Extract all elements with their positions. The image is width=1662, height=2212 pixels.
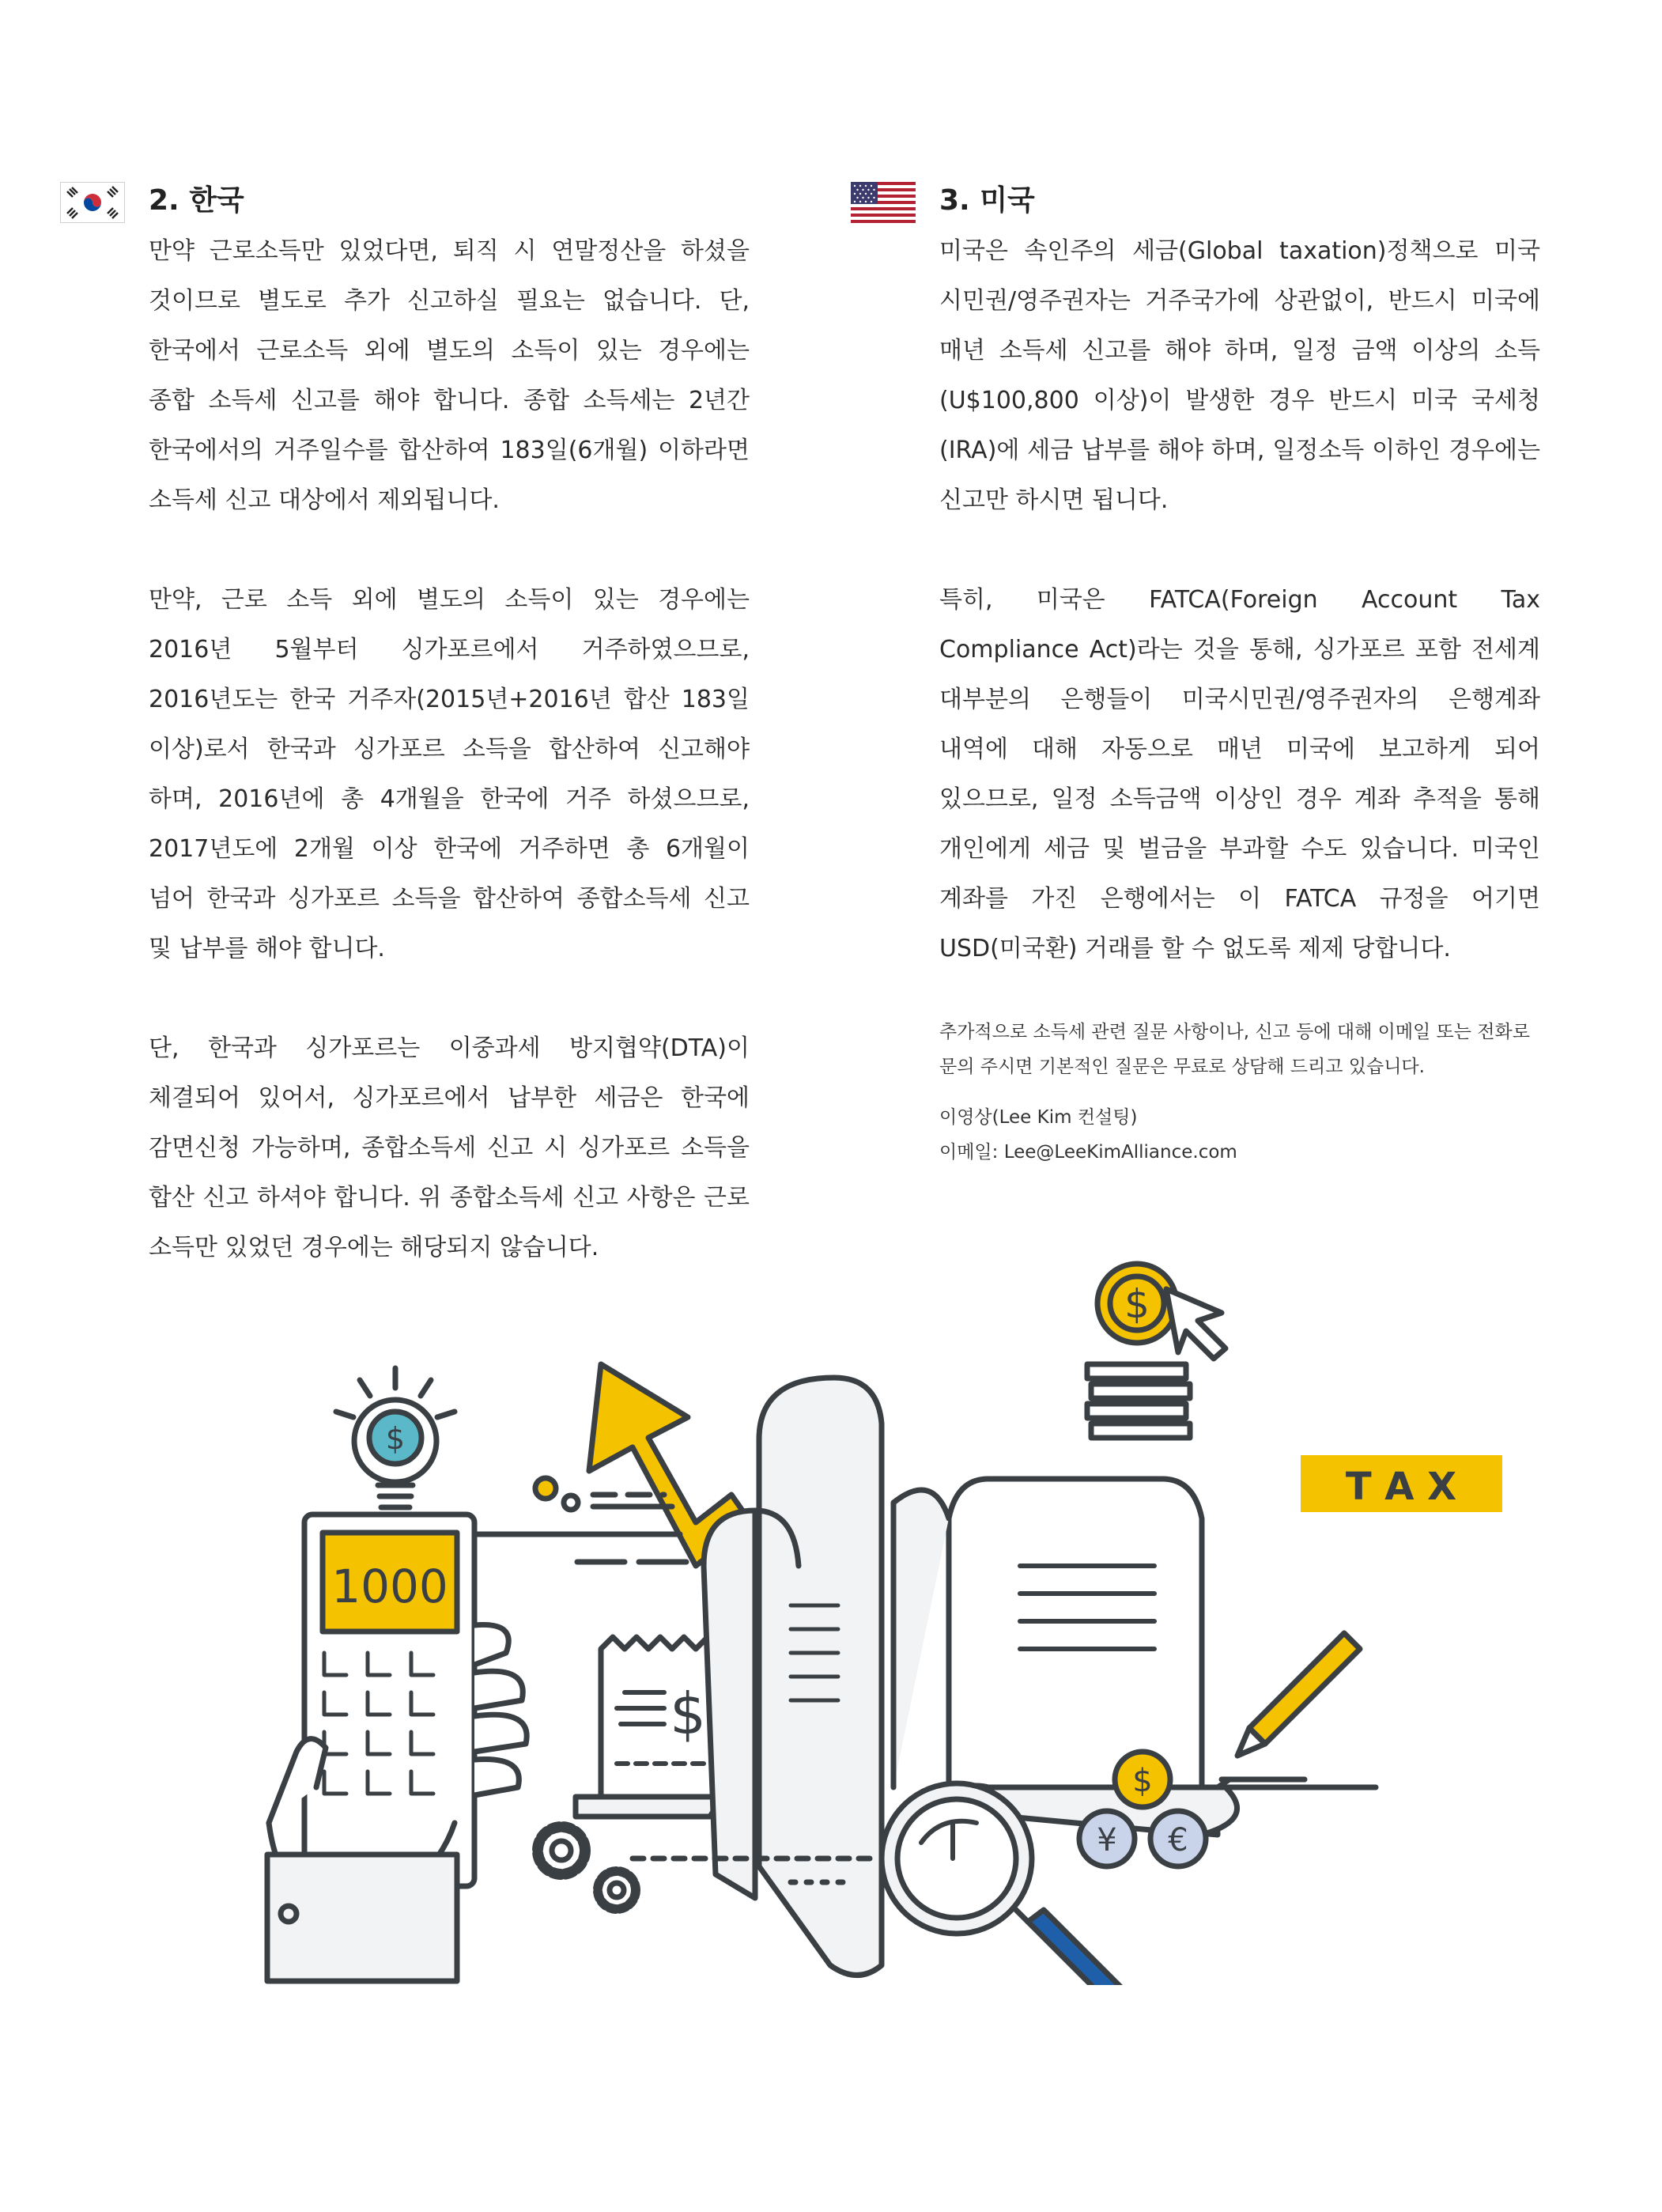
- yen-coin-symbol: ¥: [1097, 1822, 1117, 1858]
- cursor-arrow-icon: [1166, 1289, 1226, 1359]
- korea-paragraph-3: 단, 한국과 싱가포르는 이중과세 방지협약(DTA)이 체결되어 있어서, 싱가포르에서 납부한 세금은 한국에 감면신청 가능하며, 종합소득세 신고 시 싱가포르 소득을 합산 신고 하셔야 합니다. 위 종합소득세 신고 사항은 근로 소득만 있었던 경우에는 해당되지 않습니다.: [149, 1034, 750, 1261]
- tax-illustration: [0, 1234, 1662, 1985]
- usa-paragraph-1: 미국은 속인주의 세금(Global taxation)정책으로 미국 시민권/영주권자는 거주국가에 상관없이, 반드시 미국에 매년 소득세 신고를 해야 하며, 일정 금액 이상의 소득(U$100,800 이상)이 발생한 경우 반드시 미국 국세청(IRA)에 세금 납부를 해야 하며, 일정소득 이하인 경우에는 신고만 하시면 됩니다.: [939, 237, 1540, 514]
- dollar-coin-symbol: $: [1132, 1763, 1153, 1799]
- receipt-icon: [576, 1637, 722, 1817]
- consultation-note: 추가적으로 소득세 관련 질문 사항이나, 신고 등에 대해 이메일 또는 전화로 문의 주시면 기본적인 질문은 무료로 상담해 드리고 있습니다.: [939, 1022, 1530, 1077]
- korea-flag-icon: [60, 182, 125, 223]
- contact-block: [939, 1100, 1540, 1170]
- korea-paragraph-2: 만약, 근로 소득 외에 별도의 소득이 있는 경우에는 2016년 5월부터 싱가포르에서 거주하였으므로, 2016년도는 한국 거주자(2015년+2016년 합산 183일 이상)로서 한국과 싱가포르 소득을 합산하여 신고해야 하며, 2016년에 총 4개월을 한국에 거주 하셨으므로, 2017년도에 2개월 이상 한국에 거주하면 총 6개월이 넘어 한국과 싱가포르 소득을 합산하여 종합소득세 신고 및 납부를 해야 합니다.: [149, 586, 750, 962]
- contact-name: 이영상(Lee Kim 컨설팅): [939, 1107, 1138, 1128]
- korea-section: [149, 176, 750, 1272]
- lightbulb-dollar-symbol: $: [385, 1421, 406, 1456]
- usa-section-title: 3. 미국: [939, 184, 1035, 217]
- korea-paragraph-1: 만약 근로소득만 있었다면, 퇴직 시 연말정산을 하셨을 것이므로 별도로 추가 신고하실 필요는 없습니다. 단, 한국에서 근로소득 외에 별도의 소득이 있는 경우에는 종합 소득세 신고를 해야 합니다. 종합 소득세는 2년간 한국에서의 거주일수를 합산하여 183일(6개월) 이하라면 소득세 신고 대상에서 제외됩니다.: [149, 237, 750, 514]
- usa-paragraph-2: 특히, 미국은 FATCA(Foreign Account Tax Compliance Act)라는 것을 통해, 싱가포르 포함 전세계 대부분의 은행들이 미국시민권/영주권자의 은행계좌 내역에 대해 자동으로 매년 미국에 보고하게 되어 있으므로, 일정 소득금액 이상인 경우 계좌 추적을 통해 개인에게 세금 및 벌금을 부과할 수도 있습니다. 미국인 계좌를 가진 은행에서는 이 FATCA 규정을 어기면 USD(미국환) 거래를 할 수 없도록 제제 당합니다.: [939, 586, 1540, 962]
- receipt-dollar-symbol: $: [670, 1681, 706, 1747]
- pencil-icon: [1218, 1633, 1360, 1787]
- tax-label-text: T A X: [1345, 1465, 1457, 1509]
- euro-coin-symbol: €: [1168, 1822, 1188, 1858]
- usa-section: [939, 176, 1540, 1170]
- korea-header: [149, 176, 750, 226]
- lightbulb-icon: [336, 1368, 455, 1507]
- usa-flag-icon: [851, 182, 916, 223]
- scroll-document-icon: [704, 1378, 882, 1976]
- tax-label: [1301, 1455, 1502, 1512]
- paper-sheet-icon: [893, 1479, 1237, 1835]
- coin-dollar-symbol: $: [1124, 1281, 1150, 1327]
- calculator-display: 1000: [331, 1560, 448, 1613]
- korea-section-title: 2. 한국: [149, 184, 244, 217]
- usa-header: [939, 176, 1540, 226]
- contact-email: 이메일: Lee@LeeKimAlliance.com: [939, 1142, 1237, 1163]
